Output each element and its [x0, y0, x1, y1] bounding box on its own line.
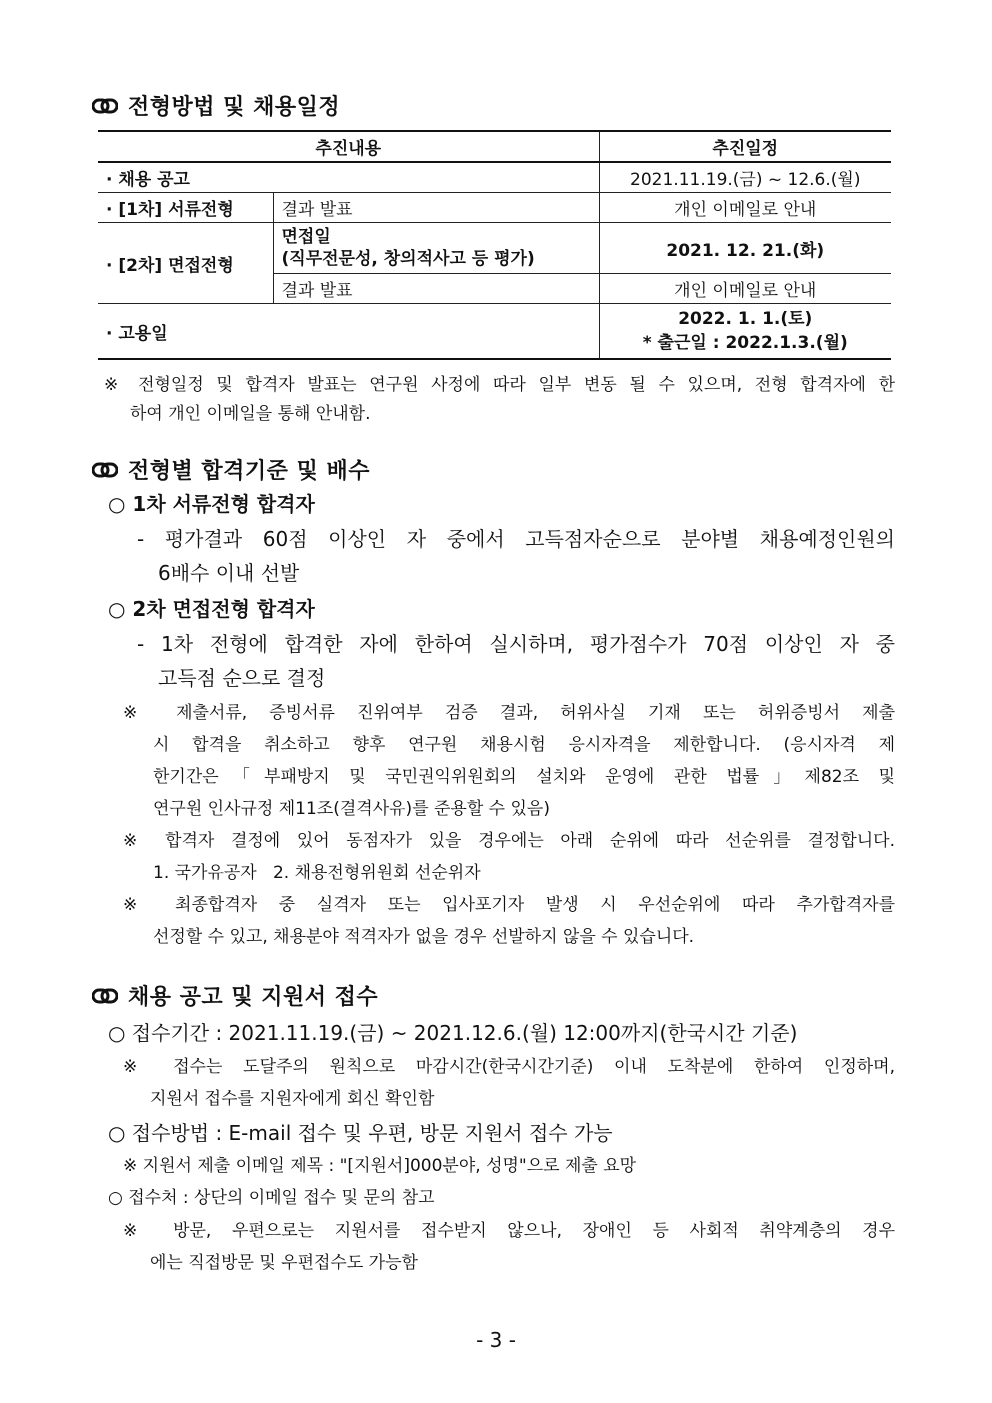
item-text: ○ 접수방법 : E-mail 접수 및 우편, 방문 지원서 접수 가능: [108, 1121, 613, 1145]
row-label: · [2차] 면접전형: [98, 223, 273, 304]
link-icon: [92, 987, 118, 1005]
header-schedule: 추진일정: [599, 131, 891, 162]
row-date-line: 2022. 1. 1.(토): [678, 309, 813, 329]
table-header-row: [98, 131, 891, 162]
note-text: ※ 제출서류, 증빙서류 진위여부 검증 결과, 허위사실 기재 또는 허위증빙서 제출: [123, 703, 895, 723]
table-row: [98, 162, 891, 193]
section-heading-criteria: [92, 454, 370, 485]
header-content: 추진내용: [98, 131, 599, 162]
table-row: [98, 223, 891, 274]
item-text: 6배수 이내 선발: [158, 561, 300, 585]
section-heading-application: [92, 980, 378, 1011]
row-date: 개인 이메일로 안내: [599, 274, 891, 304]
note-text: ※ 합격자 결정에 있어 동점자가 있을 경우에는 아래 순위에 따라 선순위를 결정합니다.: [123, 831, 895, 851]
row-label: · 채용 공고: [98, 162, 599, 193]
schedule-table: [98, 130, 891, 360]
note-text: ※ 전형일정 및 합격자 발표는 연구원 사정에 따라 일부 변동 될 수 있으며, 전형 합격자에 한: [104, 375, 895, 395]
note-text: 1. 국가유공자 2. 채용전형위원회 선순위자: [153, 863, 481, 883]
table-row: [98, 193, 891, 223]
section-heading-schedule: [92, 90, 340, 121]
note-text: ※ 최종합격자 중 실격자 또는 입사포기자 발생 시 우선순위에 따라 추가합격자를: [123, 895, 895, 915]
row-label: · [1차] 서류전형: [98, 193, 273, 223]
link-icon: [92, 97, 118, 115]
row-date-line: * 출근일 : 2022.1.3.(월): [642, 333, 848, 353]
item-text: - 평가결과 60점 이상인 자 중에서 고득점자순으로 분야별 채용예정인원의: [137, 527, 895, 551]
table-row: [98, 304, 891, 360]
note-text: ※ 방문, 우편으로는 지원서를 접수받지 않으나, 장애인 등 사회적 취약계층의 경우: [123, 1221, 895, 1241]
note-text: 시 합격을 취소하고 향후 연구원 채용시험 응시자격을 제한합니다. (응시자격 제: [153, 735, 895, 755]
item-text: ○ 접수처 : 상단의 이메일 접수 및 문의 참고: [108, 1188, 435, 1208]
section-title: 전형별 합격기준 및 배수: [128, 459, 370, 484]
note-text: 지원서 접수를 지원자에게 회신 확인함: [150, 1089, 435, 1109]
row-date: 2021. 12. 21.(화): [599, 223, 891, 274]
item-text: - 1차 전형에 합격한 자에 한하여 실시하며, 평가점수가 70점 이상인 자 중: [137, 632, 895, 656]
row-date: 개인 이메일로 안내: [599, 193, 891, 223]
row-sub: 결과 발표: [273, 274, 599, 304]
note-text: 선정할 수 있고, 채용분야 적격자가 없을 경우 선발하지 않을 수 있습니다.: [153, 927, 695, 947]
item-title: ○ 1차 서류전형 합격자: [108, 492, 315, 516]
row-sub: [273, 223, 599, 274]
item-title: ○ 2차 면접전형 합격자: [108, 597, 315, 621]
note-text: 연구원 인사규정 제11조(결격사유)를 준용할 수 있음): [153, 799, 550, 819]
section-title: 채용 공고 및 지원서 접수: [128, 985, 379, 1010]
row-label: · 고용일: [98, 304, 599, 360]
row-sub: 결과 발표: [273, 193, 599, 223]
note-text: 하여 개인 이메일을 통해 안내함.: [130, 404, 371, 424]
note-text: 한기간은「부패방지 및 국민권익위원회의 설치와 운영에 관한 법률」제82조 및: [153, 767, 895, 787]
row-sub-line: 면접일: [281, 227, 331, 247]
page-number: - 3 -: [476, 1328, 516, 1352]
item-text: 고득점 순으로 결정: [158, 666, 326, 690]
row-sub-line: (직무전문성, 창의적사고 등 평가): [281, 249, 535, 269]
section-title: 전형방법 및 채용일정: [128, 95, 341, 120]
note-text: ※ 접수는 도달주의 원칙으로 마감시간(한국시간기준) 이내 도착분에 한하여 인정하며,: [123, 1057, 895, 1077]
row-date: [599, 304, 891, 360]
link-icon: [92, 461, 118, 479]
note-text: ※ 지원서 제출 이메일 제목 : "[지원서]000분야, 성명"으로 제출 요망: [123, 1156, 637, 1176]
row-date: 2021.11.19.(금) ~ 12.6.(월): [599, 162, 891, 193]
item-text: ○ 접수기간 : 2021.11.19.(금) ~ 2021.12.6.(월) 12:00까지(한국시간 기준): [108, 1021, 798, 1045]
note-text: 에는 직접방문 및 우편접수도 가능함: [150, 1253, 418, 1273]
